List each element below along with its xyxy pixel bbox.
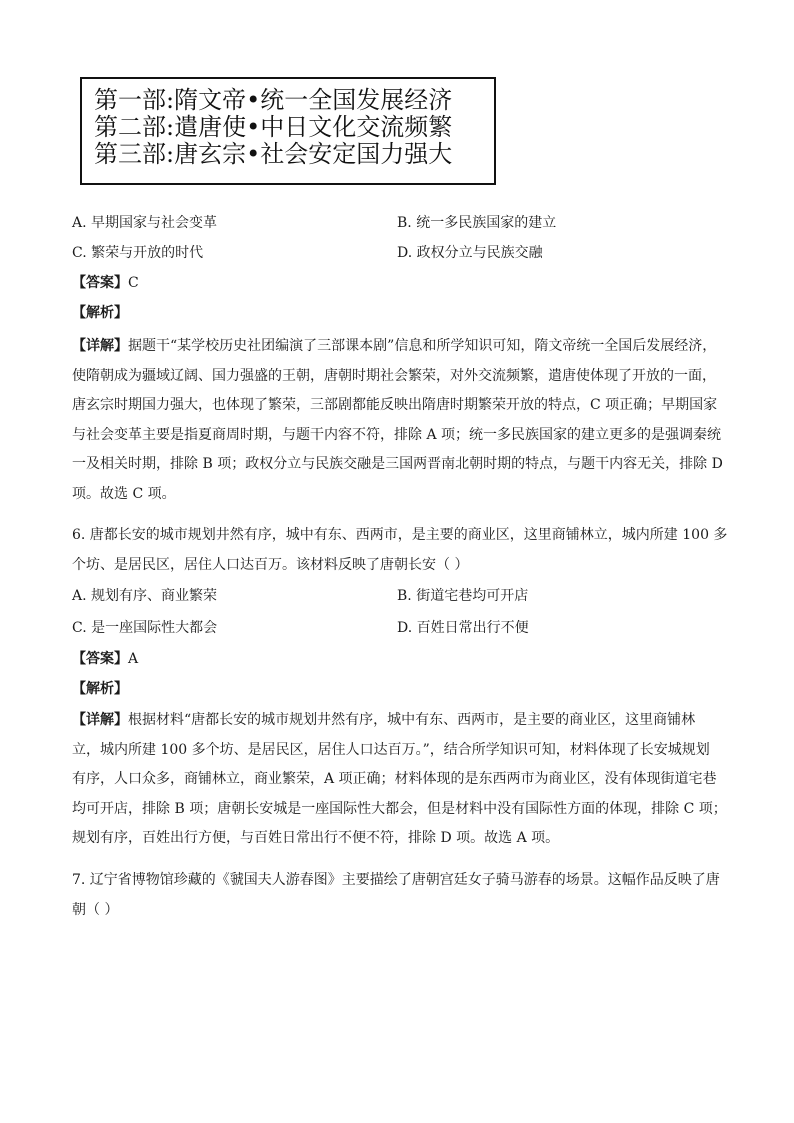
detail-line: 【详解】据题干“某学校历史社团编演了三部课本剧”信息和所学知识可知，隋文帝统一全国后发展经济， [72, 338, 717, 354]
detail-line: 使隋朝成为疆域辽阔、国力强盛的王朝，唐朝时期社会繁荣，对外交流频繁，遣唐使体现了开放的一面， [72, 367, 716, 384]
q5-option-d: D. 政权分立与民族交融 [397, 245, 543, 261]
stem-line: 7. 辽宁省博物馆珍藏的《虢国夫人游春图》主要描绘了唐朝宫廷女子骑马游春的场景。这幅作品反映了唐 [72, 872, 720, 888]
q6-option-c: C. 是一座国际性大都会 [72, 620, 218, 636]
detail-line: 规划有序，百姓出行方便，与百姓日常出行不便不符，排除 D 项。故选 A 项。 [72, 830, 560, 846]
q5-option-a: A. 早期国家与社会变革 [72, 215, 218, 231]
q5-detail [72, 332, 724, 509]
q6-detail [72, 706, 727, 854]
q6-stem [72, 521, 728, 580]
detail-line: 与社会变革主要是指夏商周时期，与题干内容不符，排除 A 项；统一多民族国家的建立更多的是强调秦统 [72, 426, 722, 443]
answer-value: A [128, 651, 139, 667]
material-box [80, 77, 496, 185]
q6-option-a: A. 规划有序、商业繁荣 [72, 588, 218, 604]
q6-option-d: D. 百姓日常出行不便 [397, 620, 529, 636]
detail-line: 立，城内所建 100 多个坊、是居民区，居住人口达百万。”，结合所学知识可知，材料体现了长安城规划 [72, 741, 710, 758]
q5-analysis-heading [72, 303, 722, 323]
q6-analysis-heading [72, 679, 722, 699]
detail-line: 一及相关时期，排除 B 项；政权分立与民族交融是三国两晋南北朝时期的特点，与题干内容无关，排除 D [72, 456, 723, 472]
material-line: 第一部:隋文帝•统一全国发展经济 [94, 86, 453, 114]
q5-answer [72, 273, 722, 293]
detail-tag: 【详解】 [72, 338, 128, 354]
detail-line: 有序，人口众多，商铺林立，商业繁荣，A 项正确；材料体现的是东西两市为商业区，没有体现街道宅巷 [72, 771, 717, 787]
detail-tag: 【详解】 [72, 712, 128, 728]
detail-line: 【详解】根据材料“唐都长安的城市规划井然有序，城中有东、西两市，是主要的商业区，这里商铺林 [72, 712, 696, 728]
q6-answer [72, 649, 722, 669]
stem-line: 个坊、是居民区，居住人口达百万。该材料反映了唐朝长安（ ） [72, 556, 469, 573]
q7-stem [72, 866, 724, 925]
detail-line: 唐玄宗时期国力强大，也体现了繁荣，三部剧都能反映出隋唐时期繁荣开放的特点，C 项正确；早期国家 [72, 397, 718, 413]
analysis-tag: 【解析】 [72, 681, 128, 697]
stem-line: 6. 唐都长安的城市规划井然有序，城中有东、西两市，是主要的商业区，这里商铺林立，城内所建 100 多 [72, 527, 728, 543]
answer-tag: 【答案】 [72, 651, 128, 667]
material-line: 第二部:遣唐使•中日文化交流频繁 [94, 113, 453, 141]
stem-line: 朝（ ） [72, 901, 119, 918]
answer-value: C [128, 275, 139, 291]
detail-line: 均可开店，排除 B 项；唐朝长安城是一座国际性大都会，但是材料中没有国际性方面的体现，排除 C 项； [72, 800, 727, 817]
material-line: 第三部:唐玄宗•社会安定国力强大 [94, 140, 453, 168]
detail-line: 项。故选 C 项。 [72, 485, 176, 502]
q5-option-c: C. 繁荣与开放的时代 [72, 245, 204, 261]
answer-tag: 【答案】 [72, 275, 128, 291]
analysis-tag: 【解析】 [72, 305, 128, 321]
q5-option-b: B. 统一多民族国家的建立 [397, 215, 557, 231]
q6-option-b: B. 街道宅巷均可开店 [397, 588, 529, 604]
